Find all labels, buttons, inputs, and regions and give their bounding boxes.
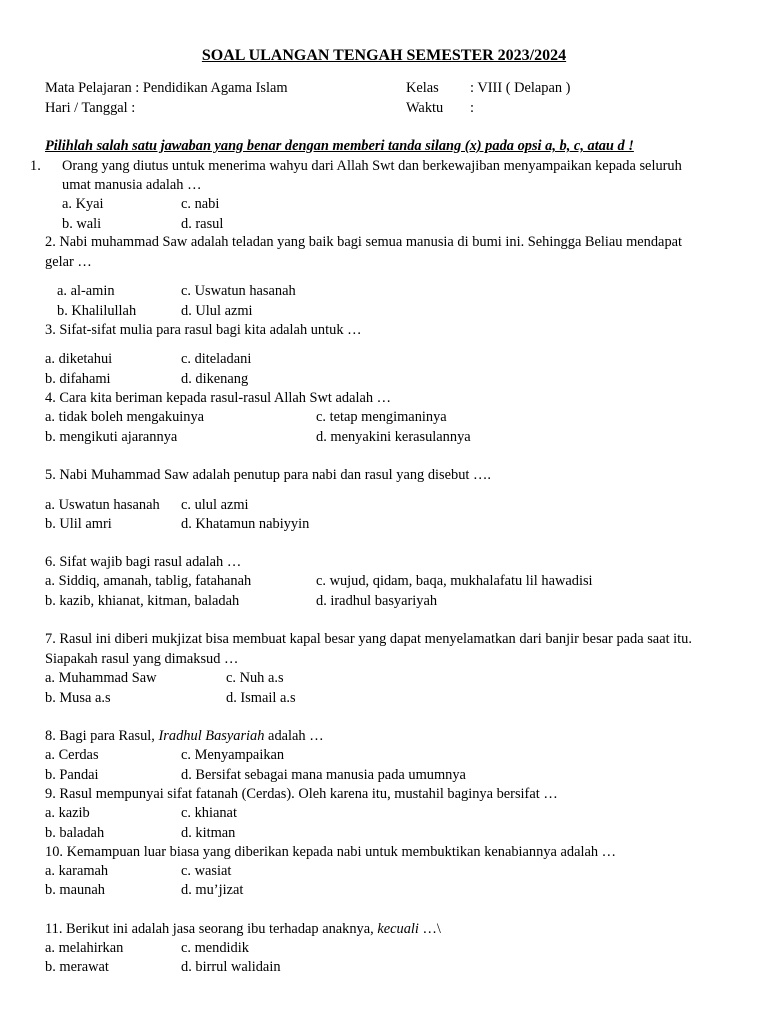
q4-option-b: b. mengikuti ajarannya — [45, 429, 178, 445]
question-2-text-cont: gelar … — [45, 254, 92, 270]
q4-option-d: d. menyakini kerasulannya — [316, 429, 471, 445]
q9-option-a: a. kazib — [45, 805, 90, 821]
q5-option-b: b. Ulil amri — [45, 516, 112, 532]
q2-option-c: c. Uswatun hasanah — [181, 283, 296, 299]
q7-option-a: a. Muhammad Saw — [45, 670, 157, 686]
q6-option-a: a. Siddiq, amanah, tablig, fatahanah — [45, 573, 252, 589]
q5-option-d: d. Khatamun nabiyyin — [181, 516, 310, 532]
question-3-text: 3. Sifat-sifat mulia para rasul bagi kita adalah untuk … — [45, 322, 362, 338]
class-value: : VIII ( Delapan ) — [470, 80, 571, 96]
q3-option-d: d. dikenang — [181, 371, 249, 387]
question-10-text: 10. Kemampuan luar biasa yang diberikan kepada nabi untuk membuktikan kenabiannya adalah … — [45, 844, 617, 860]
q10-option-c: c. wasiat — [181, 863, 232, 879]
question-11-emphasis: kecuali — [377, 921, 419, 937]
q11-option-d: d. birrul walidain — [181, 959, 281, 975]
question-4-text: 4. Cara kita beriman kepada rasul-rasul Allah Swt adalah … — [45, 390, 392, 406]
q10-option-d: d. mu’jizat — [181, 882, 244, 898]
question-1-text: Orang yang diutus untuk menerima wahyu dari Allah Swt dan berkewajiban menyampaikan kepada seluruh — [62, 158, 682, 174]
question-8-suffix: adalah … — [264, 728, 324, 744]
q2-option-a: a. al-amin — [57, 283, 115, 299]
instruction: Pilihlah salah satu jawaban yang benar dengan memberi tanda silang (x) pada opsi a, b, c, atau d ! — [45, 138, 634, 154]
question-8-prefix: 8. Bagi para Rasul, — [45, 728, 159, 744]
q1-option-a: a. Kyai — [62, 196, 104, 212]
question-6-text: 6. Sifat wajib bagi rasul adalah … — [45, 554, 242, 570]
question-11-prefix: 11. Berikut ini adalah jasa seorang ibu terhadap anaknya, — [45, 921, 378, 937]
question-9-text: 9. Rasul mempunyai sifat fatanah (Cerdas). Oleh karena itu, mustahil baginya bersifat … — [45, 786, 558, 802]
q9-option-d: d. kitman — [181, 825, 236, 841]
q1-option-c: c. nabi — [181, 196, 220, 212]
date-label: Hari / Tanggal : — [45, 100, 136, 116]
q9-option-b: b. baladah — [45, 825, 105, 841]
q6-option-c: c. wujud, qidam, baqa, mukhalafatu lil hawadisi — [316, 573, 593, 589]
time-label: Waktu — [406, 100, 444, 116]
q4-option-c: c. tetap mengimaninya — [316, 409, 447, 425]
question-11-suffix: …\ — [418, 921, 441, 937]
q9-option-c: c. khianat — [181, 805, 237, 821]
q11-option-c: c. mendidik — [181, 940, 249, 956]
class-label: Kelas — [406, 80, 439, 96]
q7-option-c: c. Nuh a.s — [226, 670, 284, 686]
q8-option-a: a. Cerdas — [45, 747, 99, 763]
question-1-text-cont: umat manusia adalah … — [62, 177, 202, 193]
question-1-number: 1. — [30, 158, 41, 174]
q7-option-d: d. Ismail a.s — [226, 690, 296, 706]
q1-option-b: b. wali — [62, 216, 102, 232]
q4-option-a: a. tidak boleh mengakuinya — [45, 409, 205, 425]
q3-option-a: a. diketahui — [45, 351, 113, 367]
q11-option-b: b. merawat — [45, 959, 109, 975]
q8-option-b: b. Pandai — [45, 767, 99, 783]
q8-option-c: c. Menyampaikan — [181, 747, 285, 763]
q1-option-d: d. rasul — [181, 216, 224, 232]
question-2-text: 2. Nabi muhammad Saw adalah teladan yang baik bagi semua manusia di bumi ini. Sehingga Beliau mendapat — [45, 234, 683, 250]
q2-option-b: b. Khalilullah — [57, 303, 137, 319]
q2-option-d: d. Ulul azmi — [181, 303, 253, 319]
question-5-text: 5. Nabi Muhammad Saw adalah penutup para nabi dan rasul yang disebut …. — [45, 467, 491, 483]
q10-option-b: b. maunah — [45, 882, 105, 898]
q3-option-b: b. difahami — [45, 371, 111, 387]
q6-option-d: d. iradhul basyariyah — [316, 593, 438, 609]
q8-option-d: d. Bersifat sebagai mana manusia pada umumnya — [181, 767, 466, 783]
question-8-emphasis: Iradhul Basyariah — [158, 728, 265, 744]
q5-option-c: c. ulul azmi — [181, 497, 249, 513]
question-7-text-cont: Siapakah rasul yang dimaksud … — [45, 651, 239, 667]
q3-option-c: c. diteladani — [181, 351, 252, 367]
q6-option-b: b. kazib, khianat, kitman, baladah — [45, 593, 240, 609]
question-7-text: 7. Rasul ini diberi mukjizat bisa membuat kapal besar yang dapat menyelamatkan dari banjir besar pada saat itu. — [45, 631, 692, 647]
q5-option-a: a. Uswatun hasanah — [45, 497, 160, 513]
q7-option-b: b. Musa a.s — [45, 690, 111, 706]
q10-option-a: a. karamah — [45, 863, 109, 879]
subject-label: Mata Pelajaran : Pendidikan Agama Islam — [45, 80, 288, 96]
time-value: : — [470, 100, 474, 116]
question-8-text — [45, 727, 324, 747]
q11-option-a: a. melahirkan — [45, 940, 124, 956]
page-title: SOAL ULANGAN TENGAH SEMESTER 2023/2024 — [201, 47, 567, 64]
question-11-text — [45, 920, 441, 940]
